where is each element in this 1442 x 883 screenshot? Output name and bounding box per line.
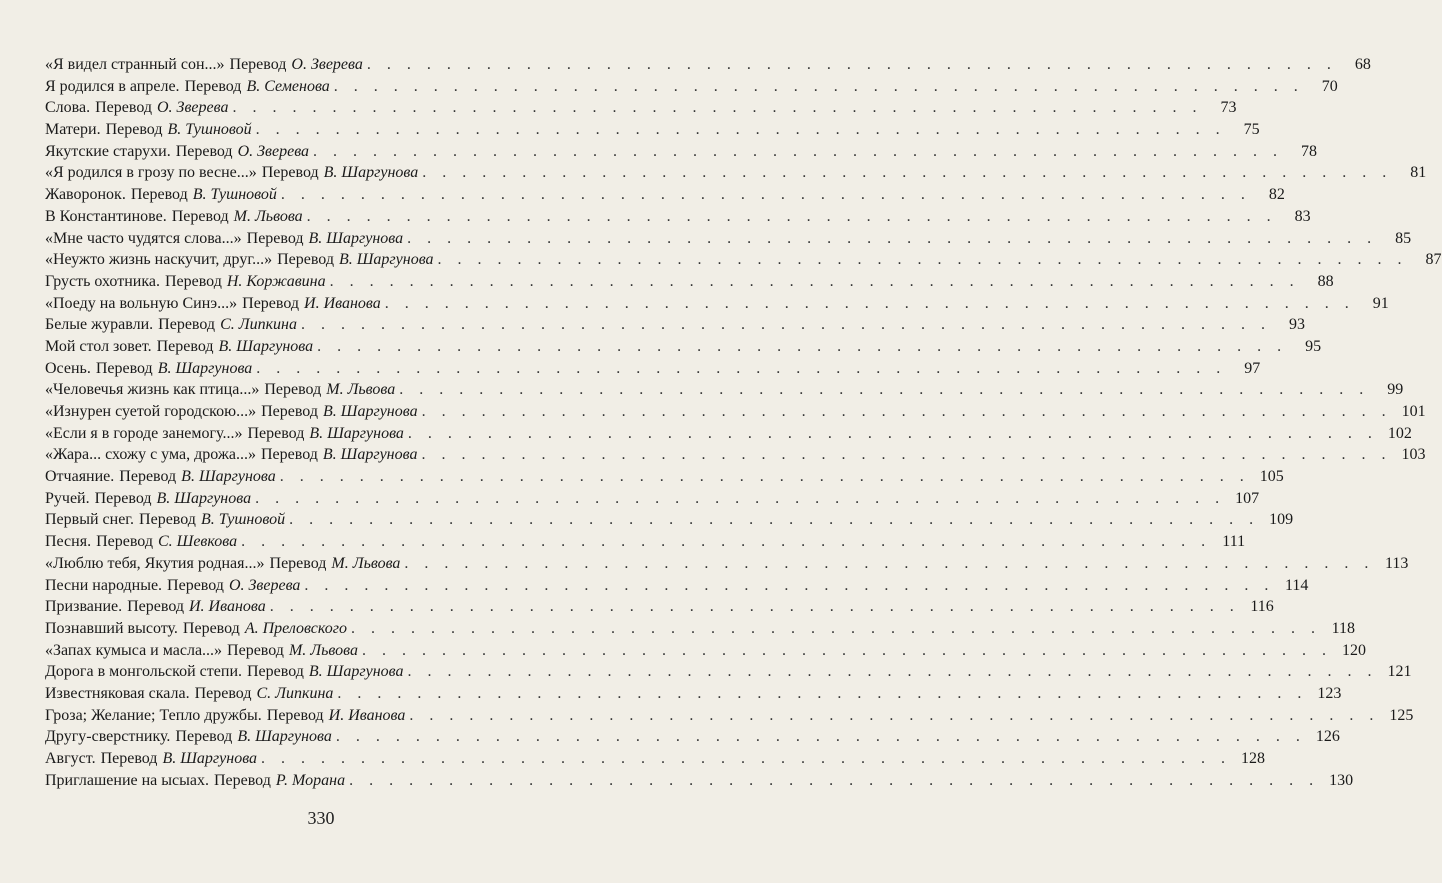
poem-title: Песни народные. xyxy=(45,576,163,594)
translation-label: Перевод xyxy=(277,251,334,269)
poem-title: Песня. xyxy=(45,533,92,551)
toc-entry xyxy=(45,705,1414,727)
toc-entry-text xyxy=(45,184,277,206)
translator-name: В. Шаргунова xyxy=(157,359,253,377)
poem-title: Осень. xyxy=(45,359,91,377)
toc-page-number: 105 xyxy=(1259,468,1284,486)
translation-label: Перевод xyxy=(96,533,153,551)
poem-title: «Жара... схожу с ума, дрожа...» xyxy=(45,446,256,464)
toc-page-number: 120 xyxy=(1341,641,1366,659)
dot-leader xyxy=(256,358,1226,380)
toc-page-number: 87 xyxy=(1425,251,1442,269)
dot-leader xyxy=(408,423,1378,445)
poem-title: «Поеду на вольную Синэ...» xyxy=(45,294,238,312)
translator-name: В. Шаргунова xyxy=(218,337,314,355)
translation-label: Перевод xyxy=(264,381,322,399)
page-number-footer: 330 xyxy=(307,808,335,828)
translation-label: Перевод xyxy=(194,684,252,702)
translation-label: Перевод xyxy=(175,728,233,746)
toc-entry-text xyxy=(45,553,400,575)
toc-page-number: 121 xyxy=(1387,663,1412,681)
poem-title: Жаворонок. xyxy=(45,186,126,204)
dot-leader xyxy=(280,466,1250,488)
toc-entry-text xyxy=(45,596,266,618)
translation-label: Перевод xyxy=(139,511,196,529)
poem-title: «Я родился в грозу по весне...» xyxy=(45,164,257,182)
dot-leader xyxy=(407,228,1377,250)
toc-entry xyxy=(45,184,1285,206)
poem-title: Гроза; Желание; Тепло дружбы. xyxy=(45,706,262,724)
dot-leader xyxy=(256,119,1226,141)
dot-leader xyxy=(336,726,1306,748)
translator-name: Р. Морана xyxy=(275,771,346,789)
poem-title: Мой стол зовет. xyxy=(45,337,152,355)
translator-name: В. Шаргунова xyxy=(322,403,418,420)
translator-name: М. Львова xyxy=(331,554,401,572)
toc-entry xyxy=(45,162,1427,184)
translation-label: Перевод xyxy=(158,316,216,334)
toc-entry-text xyxy=(45,575,300,597)
dot-leader xyxy=(301,314,1271,336)
poem-title: Август. xyxy=(45,750,96,767)
toc-entry xyxy=(45,683,1342,705)
toc-entry xyxy=(45,466,1284,488)
dot-leader xyxy=(438,249,1408,271)
toc-entry-text xyxy=(45,466,276,488)
toc-entry xyxy=(45,444,1426,466)
toc-entry xyxy=(45,249,1442,271)
toc-entry xyxy=(45,423,1412,445)
poem-title: Призвание. xyxy=(45,598,123,616)
toc-page-number: 95 xyxy=(1305,337,1322,355)
toc-page-number: 123 xyxy=(1317,684,1342,702)
toc-entry xyxy=(45,228,1412,250)
toc-page-number: 130 xyxy=(1329,771,1354,789)
dot-leader xyxy=(261,748,1231,770)
translator-name: С. Липкина xyxy=(220,316,297,334)
poem-title: «Если я в городе занемогу...» xyxy=(45,424,243,442)
translation-label: Перевод xyxy=(171,207,229,225)
translation-label: Перевод xyxy=(184,77,242,95)
toc-entry xyxy=(45,141,1318,163)
toc-entry xyxy=(45,314,1305,336)
toc-entry xyxy=(45,293,1389,315)
toc-entry xyxy=(45,640,1366,662)
toc-entry-text xyxy=(45,423,404,445)
translator-name: В. Шаргунова xyxy=(156,489,252,507)
translator-name: И. Иванова xyxy=(304,294,381,312)
poem-title: Ручей. xyxy=(45,489,90,507)
toc-page-number: 101 xyxy=(1401,403,1426,420)
poem-title: Приглашение на ысыах. xyxy=(45,771,209,789)
toc-page-number: 93 xyxy=(1289,316,1305,334)
dot-leader xyxy=(317,336,1287,358)
translation-label: Перевод xyxy=(260,446,318,464)
toc-page-number: 91 xyxy=(1372,294,1389,312)
dot-leader xyxy=(330,271,1300,293)
poem-title: Матери. xyxy=(45,121,101,139)
translator-name: В. Шаргунова xyxy=(308,663,404,681)
poem-title: «Неужто жизнь наскучит, друг...» xyxy=(45,251,273,269)
translation-label: Перевод xyxy=(227,641,284,659)
toc-entry xyxy=(45,748,1266,770)
translator-name: В. Шаргунова xyxy=(322,446,418,464)
poem-title: «Изнурен суетой городскою...» xyxy=(45,403,257,420)
toc-entry-text xyxy=(45,206,303,228)
toc-entry-text xyxy=(45,228,403,250)
toc-entry-text xyxy=(45,97,228,119)
dot-leader xyxy=(422,401,1392,423)
translation-label: Перевод xyxy=(130,186,188,204)
translator-name: О. Зверева xyxy=(157,99,229,117)
toc-page-number: 118 xyxy=(1331,619,1355,637)
toc-page-number: 78 xyxy=(1301,142,1318,160)
toc-page-number: 111 xyxy=(1222,533,1246,551)
dot-leader xyxy=(334,76,1304,98)
poem-title: Другу-сверстнику. xyxy=(45,728,171,746)
translator-name: М. Львова xyxy=(233,207,303,225)
translation-label: Перевод xyxy=(127,598,184,616)
toc-entry xyxy=(45,531,1246,553)
toc-entry-text xyxy=(45,271,326,293)
translator-name: М. Львова xyxy=(288,641,358,659)
poem-title: Грусть охотника. xyxy=(45,272,160,290)
translation-label: Перевод xyxy=(261,403,318,420)
translation-label: Перевод xyxy=(213,771,271,789)
toc-page-number: 103 xyxy=(1401,446,1426,464)
toc-entry xyxy=(45,770,1354,792)
translation-label: Перевод xyxy=(247,424,305,442)
dot-leader xyxy=(407,661,1377,683)
toc-entry xyxy=(45,206,1311,228)
poem-title: «Человечья жизнь как птица...» xyxy=(45,381,260,399)
toc-entry xyxy=(45,119,1260,141)
toc-entry-text xyxy=(45,531,237,553)
translator-name: С. Липкина xyxy=(256,684,334,702)
translator-name: В. Тушновой xyxy=(192,186,277,204)
translation-label: Перевод xyxy=(266,706,324,724)
toc-entry xyxy=(45,553,1409,575)
toc-page-number: 73 xyxy=(1220,99,1237,117)
toc-entry-text xyxy=(45,661,403,683)
toc-entry-text xyxy=(45,726,332,748)
dot-leader xyxy=(313,141,1283,163)
toc-page-number: 99 xyxy=(1387,381,1404,399)
toc-entry-text xyxy=(45,249,434,271)
poem-title: Известняковая скала. xyxy=(45,684,190,702)
toc-entry-text xyxy=(45,509,285,531)
toc-page-number: 126 xyxy=(1315,728,1340,746)
translation-label: Перевод xyxy=(242,294,300,312)
toc-page-number: 70 xyxy=(1321,77,1338,95)
toc-entry-text xyxy=(45,76,330,98)
toc-entry-text xyxy=(45,358,252,380)
translator-name: В. Шаргунова xyxy=(162,750,258,767)
poem-title: Слова. xyxy=(45,99,91,117)
poem-title: Якутские старухи. xyxy=(45,142,171,160)
translation-label: Перевод xyxy=(156,337,214,355)
toc-page-number: 83 xyxy=(1294,207,1311,225)
table-of-contents xyxy=(45,54,1442,791)
poem-title: Познавший высоту. xyxy=(45,619,178,637)
poem-title: Я родился в апреле. xyxy=(45,77,180,95)
poem-title: «Мне часто чудятся слова...» xyxy=(45,229,242,247)
translation-label: Перевод xyxy=(175,142,233,160)
toc-entry xyxy=(45,358,1261,380)
toc-page-number: 68 xyxy=(1354,56,1371,73)
toc-entry xyxy=(45,596,1274,618)
toc-entry-text xyxy=(45,162,418,184)
toc-page-number: 85 xyxy=(1395,229,1412,247)
dot-leader xyxy=(385,293,1355,315)
translation-label: Перевод xyxy=(261,164,319,182)
dot-leader xyxy=(337,683,1307,705)
translator-name: Н. Коржавина xyxy=(226,272,326,290)
poem-title: Первый снег. xyxy=(45,511,135,529)
translation-label: Перевод xyxy=(100,750,158,767)
translation-label: Перевод xyxy=(94,489,152,507)
translator-name: О. Зверева xyxy=(291,56,363,73)
poem-title: Дорога в монгольской степи. xyxy=(45,663,242,681)
toc-entry-text xyxy=(45,618,347,640)
toc-entry xyxy=(45,488,1260,510)
translator-name: В. Шаргунова xyxy=(323,164,419,182)
poem-title: В Константинове. xyxy=(45,207,167,225)
toc-page-number: 82 xyxy=(1268,186,1285,204)
toc-entry xyxy=(45,401,1426,423)
dot-leader xyxy=(304,575,1274,597)
toc-entry-text xyxy=(45,119,252,141)
toc-page-number: 75 xyxy=(1243,121,1260,139)
poem-title: Белые журавли. xyxy=(45,316,154,334)
toc-page-number: 114 xyxy=(1285,576,1309,594)
toc-entry-text xyxy=(45,293,381,315)
dot-leader xyxy=(351,618,1321,640)
translator-name: В. Шаргунова xyxy=(309,424,404,442)
toc-page-number: 97 xyxy=(1244,359,1261,377)
poem-title: «Я видел странный сон...» xyxy=(45,56,225,73)
poem-title: «Запах кумыса и масла...» xyxy=(45,641,223,659)
toc-entry xyxy=(45,336,1322,358)
dot-leader xyxy=(409,705,1379,727)
dot-leader xyxy=(367,54,1337,76)
toc-entry-text xyxy=(45,705,405,727)
toc-entry-text xyxy=(45,748,257,770)
translation-label: Перевод xyxy=(182,619,240,637)
toc-entry-text xyxy=(45,141,309,163)
toc-page-number: 107 xyxy=(1235,489,1260,507)
toc-page-number: 81 xyxy=(1410,164,1427,182)
toc-entry xyxy=(45,54,1371,76)
translation-label: Перевод xyxy=(167,576,224,594)
toc-entry xyxy=(45,379,1404,401)
dot-leader xyxy=(421,444,1391,466)
dot-leader xyxy=(362,640,1332,662)
toc-page-number: 125 xyxy=(1389,706,1414,724)
toc-page-number: 113 xyxy=(1385,554,1409,572)
toc-page-number: 88 xyxy=(1317,272,1334,290)
translator-name: А. Преловского xyxy=(244,619,347,637)
translator-name: М. Львова xyxy=(326,381,396,399)
dot-leader xyxy=(255,488,1225,510)
toc-page-number: 102 xyxy=(1387,424,1412,442)
translation-label: Перевод xyxy=(95,99,152,117)
toc-page-number: 128 xyxy=(1241,750,1266,767)
toc-entry xyxy=(45,76,1338,98)
dot-leader xyxy=(422,162,1392,184)
dot-leader xyxy=(289,509,1259,531)
translator-name: В. Шаргунова xyxy=(338,251,434,269)
translator-name: И. Иванова xyxy=(189,598,266,616)
toc-entry xyxy=(45,575,1309,597)
dot-leader xyxy=(399,379,1369,401)
dot-leader xyxy=(349,770,1319,792)
translator-name: В. Тушновой xyxy=(167,121,252,139)
toc-entry-text xyxy=(45,54,363,76)
toc-page-number: 116 xyxy=(1250,598,1274,616)
translation-label: Перевод xyxy=(119,468,177,486)
dot-leader xyxy=(232,97,1202,119)
toc-entry xyxy=(45,97,1237,119)
translation-label: Перевод xyxy=(95,359,153,377)
toc-entry-text xyxy=(45,379,395,401)
toc-entry xyxy=(45,271,1334,293)
toc-entry-text xyxy=(45,770,345,792)
translator-name: В. Тушновой xyxy=(200,511,286,529)
toc-entry-text xyxy=(45,444,417,466)
translation-label: Перевод xyxy=(247,663,304,681)
toc-entry-text xyxy=(45,640,358,662)
translator-name: В. Шаргунова xyxy=(237,728,332,746)
toc-entry-text xyxy=(45,401,418,423)
translation-label: Перевод xyxy=(105,121,163,139)
translator-name: О. Зверева xyxy=(237,142,310,160)
toc-entry xyxy=(45,618,1355,640)
translation-label: Перевод xyxy=(269,554,327,572)
dot-leader xyxy=(404,553,1374,575)
toc-entry-text xyxy=(45,314,297,336)
translation-label: Перевод xyxy=(246,229,304,247)
translation-label: Перевод xyxy=(229,56,287,73)
toc-page-number: 109 xyxy=(1269,511,1294,529)
toc-entry-text xyxy=(45,488,251,510)
translator-name: В. Шаргунова xyxy=(181,468,276,486)
dot-leader xyxy=(281,184,1251,206)
translation-label: Перевод xyxy=(164,272,222,290)
translator-name: О. Зверева xyxy=(228,576,301,594)
toc-entry xyxy=(45,509,1294,531)
translator-name: С. Шевкова xyxy=(157,533,238,551)
toc-entry-text xyxy=(45,336,313,358)
dot-leader xyxy=(307,206,1277,228)
poem-title: Отчаяние. xyxy=(45,468,115,486)
toc-entry xyxy=(45,726,1340,748)
toc-entry-text xyxy=(45,683,333,705)
translator-name: В. Семенова xyxy=(246,77,330,95)
dot-leader xyxy=(270,596,1240,618)
toc-entry xyxy=(45,661,1412,683)
translator-name: В. Шаргунова xyxy=(308,229,404,247)
translator-name: И. Иванова xyxy=(328,706,406,724)
dot-leader xyxy=(241,531,1211,553)
poem-title: «Люблю тебя, Якутия родная...» xyxy=(45,554,265,572)
